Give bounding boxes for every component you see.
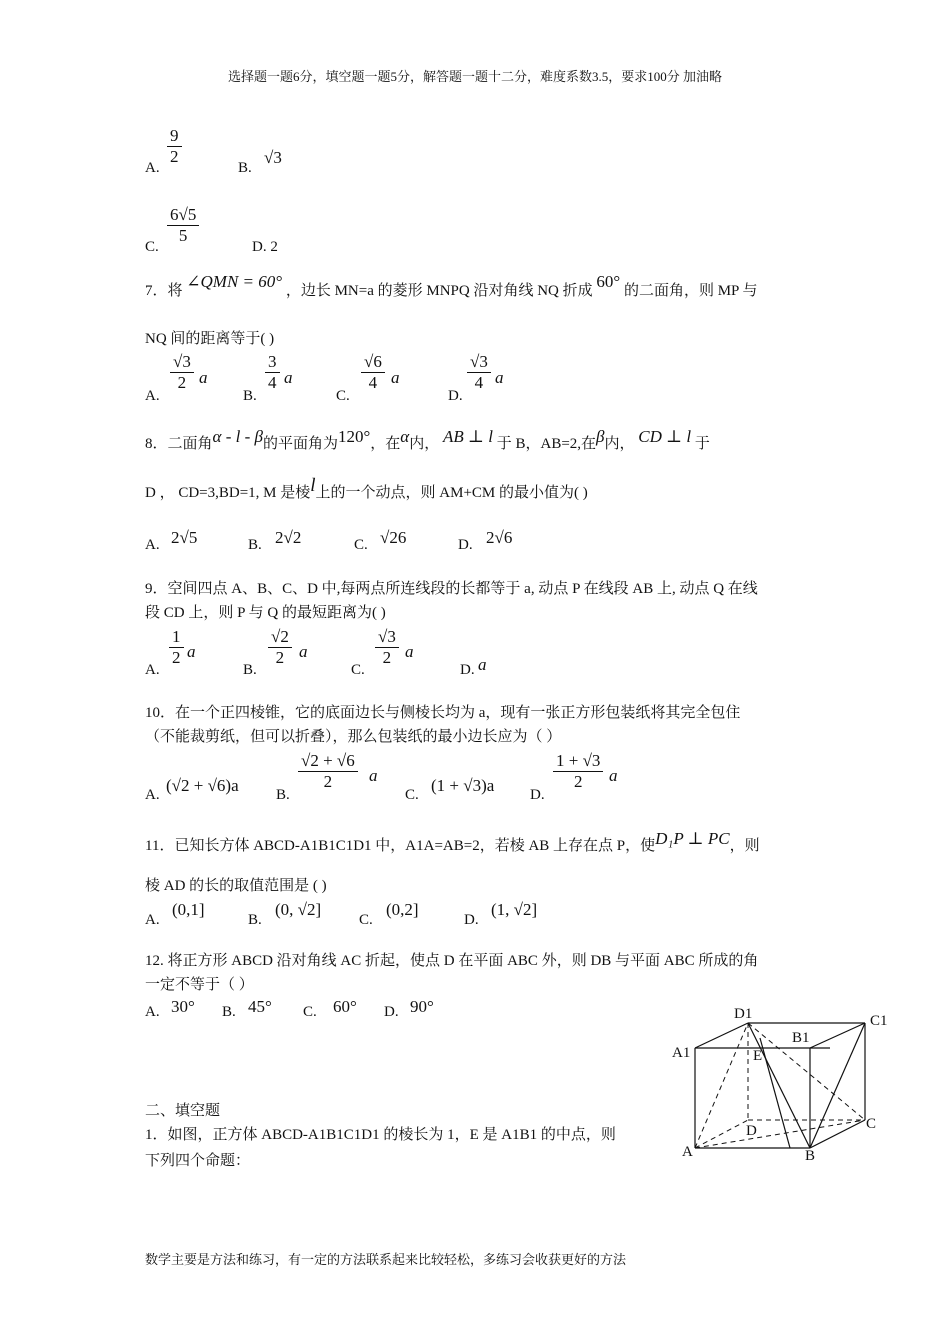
q11-option-c-label: C. bbox=[359, 912, 373, 928]
q8-option-b-label: B. bbox=[248, 537, 262, 553]
cube-figure bbox=[660, 998, 900, 1168]
q9-option-b-value: $\frac{√2}{2}$ bbox=[268, 627, 292, 667]
q9-option-d-label: D. bbox=[460, 662, 475, 678]
q11-option-a-label: A. bbox=[145, 912, 160, 928]
q11-option-a-value: (0,1] bbox=[172, 900, 205, 919]
q10-option-b-var: a bbox=[369, 766, 378, 785]
q8-option-a-label: A. bbox=[145, 537, 160, 553]
label-b1: B1 bbox=[792, 1030, 810, 1046]
q11-option-b-value: (0, √2] bbox=[275, 900, 322, 919]
q8-stem-line2: D ， CD=3,BD=1, M 是棱l上的一个动点，则 AM+CM 的最小值为( ) bbox=[145, 475, 588, 501]
label-d1: D1 bbox=[734, 1006, 753, 1022]
q12-stem-line1: 12. 将正方形 ABCD 沿对角线 AC 折起，使点 D 在平面 ABC 外，则 DB 与平面 ABC 所成的角 bbox=[145, 953, 759, 969]
edge-a-d bbox=[695, 1120, 748, 1148]
q8-option-b-value: 2√2 bbox=[275, 528, 302, 547]
q9-option-a-var: a bbox=[187, 642, 196, 661]
edge-b1-c1 bbox=[810, 1023, 865, 1048]
label-b: B bbox=[805, 1148, 816, 1164]
q9-option-c-label: C. bbox=[351, 662, 365, 678]
q8-option-c-value: √26 bbox=[380, 528, 407, 547]
q9-option-b-var: a bbox=[299, 642, 308, 661]
label-c: C bbox=[866, 1116, 877, 1132]
q7-option-c-value: $\frac{√6}{4}$ bbox=[361, 352, 385, 392]
q7-option-a-label: A. bbox=[145, 388, 160, 404]
label-d: D bbox=[746, 1123, 757, 1139]
q12-option-a-value: 30° bbox=[171, 997, 195, 1016]
q10-stem-line2: （不能裁剪纸，但可以折叠），那么包装纸的最小边长应为（ ） bbox=[145, 729, 562, 745]
q7-option-b-label: B. bbox=[243, 388, 257, 404]
q12-stem-line2: 一定不等于（ ） bbox=[145, 977, 254, 993]
q11-option-d-value: (1, √2] bbox=[491, 900, 538, 919]
q8-stem-line1: 8．二面角α - l - β的平面角为120°，在α内， AB ⊥ l 于 B，AB=2,在β内， CD ⊥ l 于 bbox=[145, 427, 710, 452]
q10-option-b-label: B. bbox=[276, 787, 290, 803]
q12-option-c-label: C. bbox=[303, 1004, 317, 1020]
q7-option-c-label: C. bbox=[336, 388, 350, 404]
q9-option-a-label: A. bbox=[145, 662, 160, 678]
page-header: 选择题一题6分，填空题一题5分，解答题一题十二分，难度系数3.5，要求100分 加油略 bbox=[227, 69, 722, 84]
q11-option-d-label: D. bbox=[464, 912, 479, 928]
q9-option-d-var: a bbox=[478, 655, 487, 674]
q8-option-d-label: D. bbox=[458, 537, 473, 553]
q9-stem-line1: 9．空间四点 A、B、C、D 中,每两点所连线段的长都等于 a, 动点 P 在线段 AB 上, 动点 Q 在线 bbox=[145, 581, 758, 597]
q9-option-c-value: $\frac{√3}{2}$ bbox=[375, 627, 399, 667]
q7-option-a-var: a bbox=[199, 368, 208, 387]
q11-option-b-label: B. bbox=[248, 912, 262, 928]
q7-option-b-var: a bbox=[284, 368, 293, 387]
q10-option-a-value: (√2 + √6)a bbox=[166, 776, 239, 795]
q12-option-c-value: 60° bbox=[333, 997, 357, 1016]
q6-option-a-value: $\frac{9}{2}$ bbox=[167, 126, 182, 166]
label-a1: A1 bbox=[672, 1045, 691, 1061]
q10-option-b-value: $\frac{√2 + √6}{2}$ bbox=[298, 751, 358, 791]
q8-option-c-label: C. bbox=[354, 537, 368, 553]
q10-option-d-var: a bbox=[609, 766, 618, 785]
label-e: E bbox=[753, 1048, 763, 1064]
label-c1: C1 bbox=[870, 1013, 888, 1029]
q10-option-c-label: C. bbox=[405, 787, 419, 803]
page-footer: 数学主要是方法和练习，有一定的方法联系起来比较轻松，多练习会收获更好的方法 bbox=[145, 1252, 627, 1267]
section-title-fill-in: 二、填空题 bbox=[145, 1103, 221, 1119]
q6-option-c-label: C. bbox=[145, 239, 159, 255]
q9-option-a-value: $\frac{1}{2}$ bbox=[169, 627, 184, 667]
q7-stem-line2: NQ 间的距离等于( ) bbox=[145, 331, 275, 347]
q6-option-b-value: √3 bbox=[264, 148, 282, 167]
q6-option-d: D. 2 bbox=[252, 239, 278, 255]
q7-option-d-var: a bbox=[495, 368, 504, 387]
segment-c1-b bbox=[810, 1023, 865, 1148]
q8-option-a-value: 2√5 bbox=[171, 528, 198, 547]
label-a: A bbox=[682, 1144, 693, 1160]
edge-a1-d1 bbox=[695, 1023, 748, 1048]
q7-option-c-var: a bbox=[391, 368, 400, 387]
q9-option-c-var: a bbox=[405, 642, 414, 661]
q11-stem-line1: 11．已知长方体 ABCD-A1B1C1D1 中，A1A=AB=2，若棱 AB 上存在点 P，使D₁P ⊥ PC，则 bbox=[145, 829, 760, 854]
q7-option-a-value: $\frac{√3}{2}$ bbox=[170, 352, 194, 392]
q12-option-b-label: B. bbox=[222, 1004, 236, 1020]
fill-q1-line2: 下列四个命题： bbox=[145, 1153, 251, 1169]
fill-q1-line1: 1．如图，正方体 ABCD-A1B1C1D1 的棱长为 1，E 是 A1B1 的中点，则 bbox=[145, 1127, 616, 1143]
q10-option-a-label: A. bbox=[145, 787, 160, 803]
q12-option-a-label: A. bbox=[145, 1004, 160, 1020]
q10-stem-line1: 10．在一个正四棱锥，它的底面边长与侧棱长均为 a，现有一张正方形包装纸将其完全包住 bbox=[145, 705, 741, 721]
q7-option-b-value: $\frac{3}{4}$ bbox=[265, 352, 280, 392]
q10-option-c-value: (1 + √3)a bbox=[431, 776, 495, 795]
q7-stem-line1: 7．将 ∠QMN = 60° ，边长 MN=a 的菱形 MNPQ 沿对角线 NQ 折成 60° 的二面角，则 MP 与 bbox=[145, 272, 758, 299]
q11-stem-line2: 棱 AD 的长的取值范围是 ( ) bbox=[145, 878, 327, 894]
q7-option-d-value: $\frac{√3}{4}$ bbox=[467, 352, 491, 392]
q6-option-b-label: B. bbox=[238, 160, 252, 176]
q12-option-d-value: 90° bbox=[410, 997, 434, 1016]
q8-option-d-value: 2√6 bbox=[486, 528, 513, 547]
segment-a-d1 bbox=[695, 1023, 748, 1148]
q10-option-d-label: D. bbox=[530, 787, 545, 803]
q6-option-c-value: $\frac{6√5}{5}$ bbox=[167, 205, 199, 245]
q10-option-d-value: $\frac{1 + √3}{2}$ bbox=[553, 751, 603, 791]
q7-option-d-label: D. bbox=[448, 388, 463, 404]
q6-option-a-label: A. bbox=[145, 160, 160, 176]
q9-stem-line2: 段 CD 上，则 P 与 Q 的最短距离为( ) bbox=[145, 605, 386, 621]
q11-option-c-value: (0,2] bbox=[386, 900, 419, 919]
q9-option-b-label: B. bbox=[243, 662, 257, 678]
q12-option-d-label: D. bbox=[384, 1004, 399, 1020]
q12-option-b-value: 45° bbox=[248, 997, 272, 1016]
